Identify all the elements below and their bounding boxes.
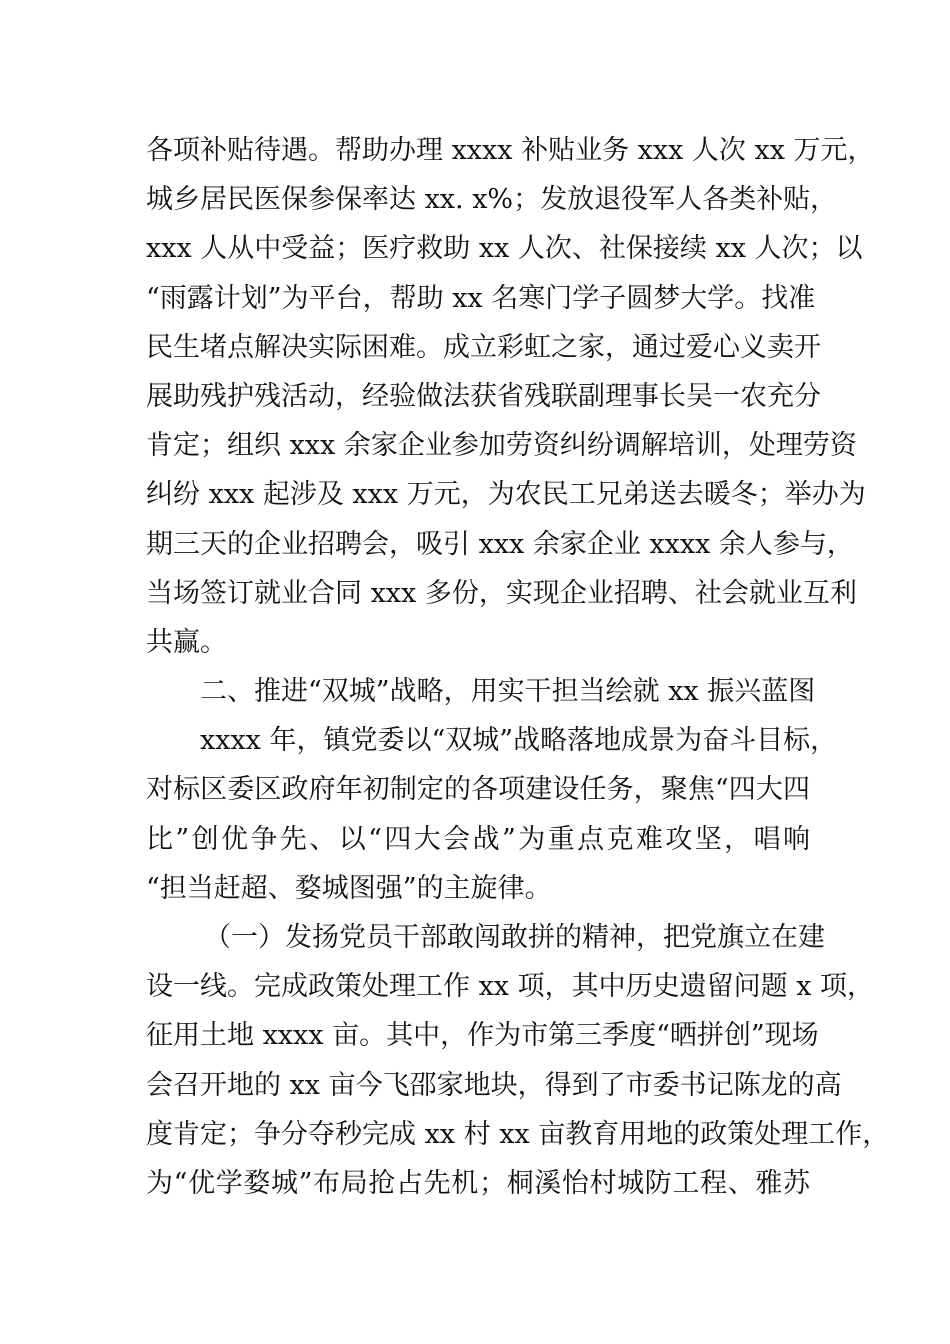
- text-line: 比”创优争先、以“四大会战”为重点克难攻坚，唱响: [146, 823, 810, 855]
- text-line: 征用土地 xxxx 亩。其中，作为市第三季度“晒拼创”现场: [146, 1020, 819, 1052]
- section-heading: 二、推进“双城”战略，用实干担当绘就 xx 振兴蓝图: [200, 676, 816, 708]
- text-line: “雨露计划”为平台，帮助 xx 名寒门学子圆梦大学。找准: [146, 282, 816, 314]
- text-line: 期三天的企业招聘会，吸引 xxx 余家企业 xxxx 余人参与，: [146, 528, 854, 560]
- text-line: 纠纷 xxx 起涉及 xxx 万元，为农民工兄弟送去暖冬；举办为: [146, 479, 866, 511]
- text-line: 城乡居民医保参保率达 xx. x%；发放退役军人各类补贴，: [146, 184, 838, 216]
- text-line: （一）发扬党员干部敢闯敢拼的精神，把党旗立在建: [204, 922, 825, 953]
- text-line: 设一线。完成政策处理工作 xx 项，其中历史遗留问题 x 项，: [146, 971, 875, 1003]
- text-line: 各项补贴待遇。帮助办理 xxxx 补贴业务 xxx 人次 xx 万元，: [146, 135, 875, 166]
- text-line: 为“优学婺城”布局抢占先机；桐溪怡村城防工程、雅苏: [146, 1167, 810, 1199]
- text-line: “担当赶超、婺城图强”的主旋律。: [146, 872, 552, 904]
- text-line: xxxx 年，镇党委以“双城”战略落地成景为奋斗目标，: [200, 725, 838, 757]
- text-line: 民生堵点解决实际困难。成立彩虹之家，通过爱心义卖开: [146, 331, 821, 363]
- document-body: [146, 126, 890, 1208]
- text-line: 展助残护残活动，经验做法获省残联副理事长吴一农充分: [146, 380, 821, 412]
- text-line: 肯定；组织 xxx 余家企业参加劳资纠纷调解培训，处理劳资: [146, 430, 857, 462]
- text-line: xxx 人从中受益；医疗救助 xx 人次、社保接续 xx 人次；以: [146, 233, 863, 265]
- text-line: 当场签订就业合同 xxx 多份，实现企业招聘、社会就业互利: [146, 577, 857, 609]
- text-line: 度肯定；争分夺秒完成 xx 村 xx 亩教育用地的政策处理工作，: [146, 1118, 890, 1150]
- text-line: 对标区委区政府年初制定的各项建设任务，聚焦“四大四: [146, 774, 810, 806]
- text-line: 会召开地的 xx 亩今飞邵家地块，得到了市委书记陈龙的高: [146, 1069, 842, 1101]
- text-line: 共赢。: [146, 626, 227, 658]
